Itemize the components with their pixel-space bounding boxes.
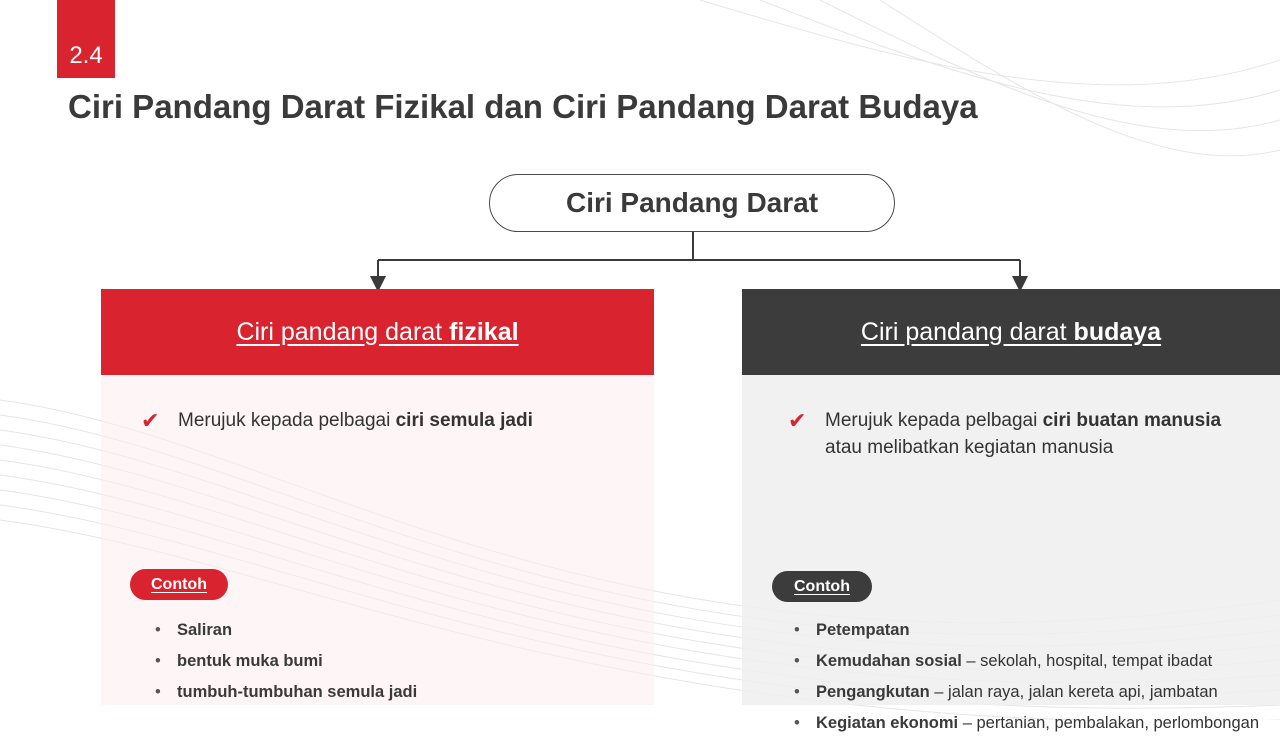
cultural-example-term: Pengangkutan	[816, 683, 930, 701]
cultural-header-prefix: Ciri pandang darat	[860, 317, 1074, 346]
cultural-example-detail: – pertanian, pembalakan, perlombongan	[958, 714, 1260, 732]
cultural-example-detail: – sekolah, hospital, tempat ibadat	[961, 652, 1213, 670]
physical-header-bold: fizikal	[449, 317, 519, 346]
cultural-features-panel	[742, 289, 1280, 732]
section-number-badge	[57, 0, 115, 78]
physical-example-term: tumbuh-tumbuhan semula jadi	[177, 683, 418, 701]
check-mark-icon: ✔	[141, 408, 160, 433]
cultural-features-body	[742, 375, 1280, 732]
physical-example-term: bentuk muka bumi	[177, 652, 323, 670]
cultural-example-detail: – jalan raya, jalan kereta api, jambatan	[929, 683, 1218, 701]
physical-features-body	[101, 375, 654, 705]
cultural-definition	[788, 407, 1248, 461]
physical-definition-bold: ciri semula jadi	[395, 410, 533, 431]
cultural-examples-list	[794, 619, 1264, 743]
physical-examples-list	[155, 619, 417, 712]
root-node	[489, 174, 895, 232]
cultural-features-header	[742, 289, 1280, 375]
cultural-example-term: Kemudahan sosial	[816, 652, 962, 670]
physical-example-term: Saliran	[177, 621, 233, 639]
cultural-example-term: Kegiatan ekonomi	[816, 714, 959, 732]
physical-header-text	[236, 318, 518, 347]
list-item	[155, 650, 417, 672]
cultural-definition-suffix: atau melibatkan kegiatan manusia	[825, 437, 1114, 458]
list-item	[155, 681, 417, 703]
list-item	[155, 619, 417, 641]
physical-definition	[141, 407, 533, 434]
physical-example-pill: Contoh	[130, 569, 228, 600]
physical-features-panel	[101, 289, 654, 705]
cultural-definition-prefix: Merujuk kepada pelbagai	[825, 410, 1043, 431]
check-mark-icon: ✔	[788, 408, 807, 433]
physical-definition-text	[178, 407, 533, 434]
root-node-label: Ciri Pandang Darat	[565, 187, 819, 218]
cultural-header-text	[861, 318, 1161, 347]
page-title: Ciri Pandang Darat Fizikal dan Ciri Pandang Darat Budaya	[68, 88, 978, 125]
list-item	[794, 712, 1264, 734]
cultural-example-pill: Contoh	[772, 571, 872, 602]
cultural-header-bold: budaya	[1073, 317, 1162, 346]
cultural-example-term: Petempatan	[816, 621, 910, 639]
section-number: 2.4	[69, 42, 103, 69]
physical-header-prefix: Ciri pandang darat	[236, 317, 450, 346]
list-item	[794, 681, 1264, 703]
physical-features-header	[101, 289, 654, 375]
cultural-definition-text	[825, 407, 1248, 461]
list-item	[794, 619, 1264, 641]
cultural-definition-bold: ciri buatan manusia	[1042, 410, 1222, 431]
physical-definition-prefix: Merujuk kepada pelbagai	[178, 410, 396, 431]
list-item	[794, 650, 1264, 672]
